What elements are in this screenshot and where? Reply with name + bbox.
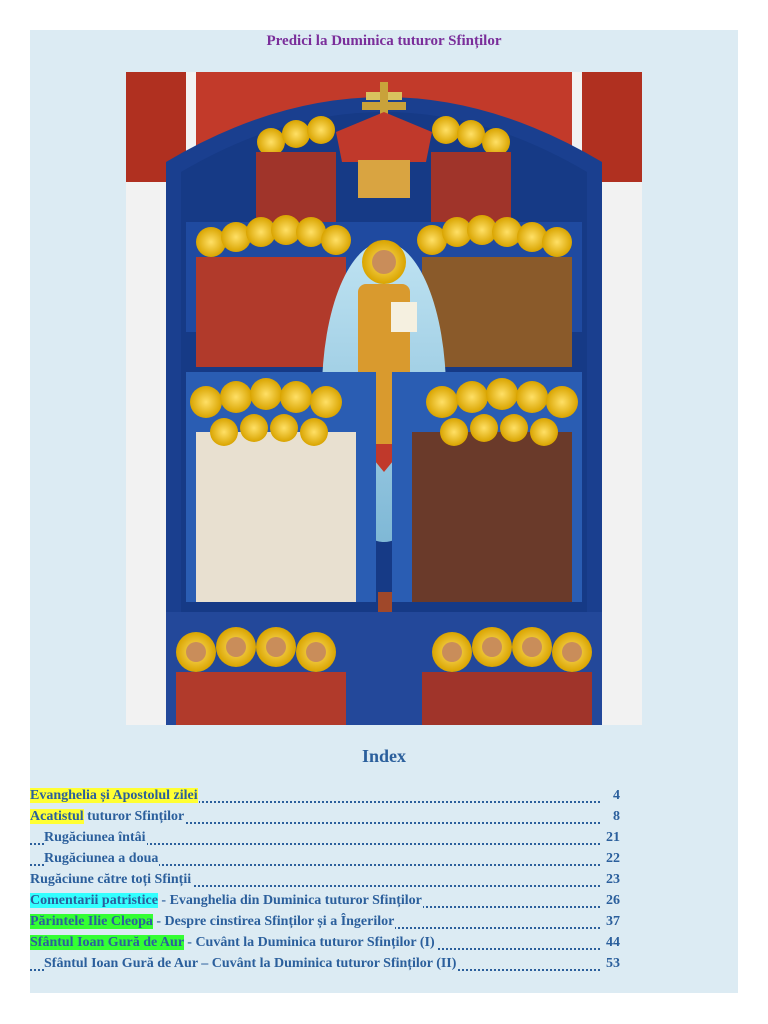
document-page xyxy=(30,30,738,993)
toc-entry[interactable] xyxy=(30,870,620,891)
toc-entry-text: tuturor Sfinților xyxy=(83,809,185,824)
toc-entry-page: 44 xyxy=(606,935,620,950)
toc-entry-text: - Cuvânt la Duminica tuturor Sfinților (I) xyxy=(183,935,435,950)
all-saints-icon-image xyxy=(126,72,642,725)
toc-entry[interactable] xyxy=(30,933,620,954)
toc-entry[interactable] xyxy=(30,891,620,912)
toc-entry-text: - Evanghelia din Duminica tuturor Sfinților xyxy=(157,893,422,908)
toc-entry[interactable] xyxy=(30,912,620,933)
toc-entry-text: Rugăciunea a doua xyxy=(44,851,159,866)
toc-entry-text: Rugăciune către toți Sfinții xyxy=(30,872,192,887)
toc-entry-highlight: Sfântul Ioan Gură de Aur xyxy=(30,935,184,950)
toc-entry[interactable] xyxy=(30,807,620,828)
toc-subentry[interactable] xyxy=(30,849,620,870)
toc-entry-page: 37 xyxy=(606,914,620,929)
toc-entry-page: 8 xyxy=(613,809,620,824)
toc-entry-page: 53 xyxy=(606,956,620,971)
toc-entry-highlight: Evanghelia și Apostolul zilei xyxy=(30,788,198,803)
toc-entry-highlight: Comentarii patristice xyxy=(30,893,158,908)
toc-entry-page: 23 xyxy=(606,872,620,887)
toc-entry-text: Sfântul Ioan Gură de Aur – Cuvânt la Duminica tuturor Sfinților (II) xyxy=(44,956,457,971)
toc-entry-text: Rugăciunea întâi xyxy=(44,830,146,845)
toc-subentry[interactable] xyxy=(30,828,620,849)
index-title: Index xyxy=(361,746,406,766)
toc-entry-page: 26 xyxy=(606,893,620,908)
toc-entry-page: 21 xyxy=(606,830,620,845)
toc-entry-highlight: Acatistul xyxy=(30,809,84,824)
toc-entry[interactable] xyxy=(30,786,620,807)
toc-subentry[interactable] xyxy=(30,954,620,975)
toc-entry-text: - Despre cinstirea Sfinților și a Îngerilor xyxy=(152,914,395,929)
toc-entry-page: 22 xyxy=(606,851,620,866)
page-header: Predici la Duminica tuturor Sfinților xyxy=(266,33,502,49)
toc-entry-highlight: Părintele Ilie Cleopa xyxy=(30,914,153,929)
table-of-contents xyxy=(30,786,620,975)
toc-entry-page: 4 xyxy=(613,788,620,803)
